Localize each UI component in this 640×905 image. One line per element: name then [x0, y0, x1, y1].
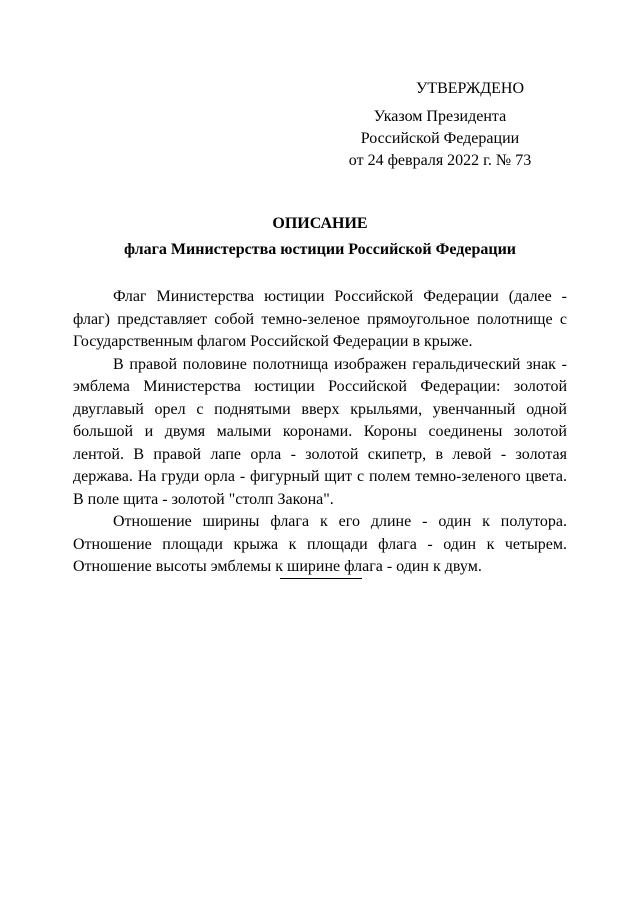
paragraph-proportions: Отношение ширины флага к его длине - один к полутора. Отношение площади крыжа к площади флага - один к четырем. Отношение высоты эмблемы к ширине флага - один к двум.	[73, 513, 567, 575]
approval-line-decree: Указом Президента	[373, 108, 507, 125]
approval-stamp: УТВЕРЖДЕНО	[415, 80, 524, 97]
document-title: ОПИСАНИЕ	[272, 215, 368, 232]
approval-line-country: Российской Федерации	[360, 130, 520, 147]
paragraph-flag-description: Флаг Министерства юстиции Российской Федерации (далее - флаг) представляет собой темно-зеленое прямоугольное полотнище с Государственным флагом Российской Федерации в крыже.	[73, 288, 567, 350]
approval-line-date: от 24 февраля 2022 г. № 73	[348, 152, 532, 169]
approval-block	[310, 78, 570, 172]
paragraph-emblem-description: В правой половине полотнища изображен геральдический знак - эмблема Министерства юстиции Российской Федерации: золотой двуглавый орел с поднятыми вверх крыльями, увенчанный одной большой и двумя малыми коронами. Короны соединены золотой лентой. В правой лапе орла - золотой скипетр, в левой - золотая держава. На груди орла - фигурный щит с полем темно-зеленого цвета. В поле щита - золотой "столп Закона".	[73, 355, 567, 508]
document-body	[73, 286, 567, 579]
end-separator-line	[280, 578, 362, 579]
document-subtitle: флага Министерства юстиции Российской Федерации	[123, 241, 517, 258]
